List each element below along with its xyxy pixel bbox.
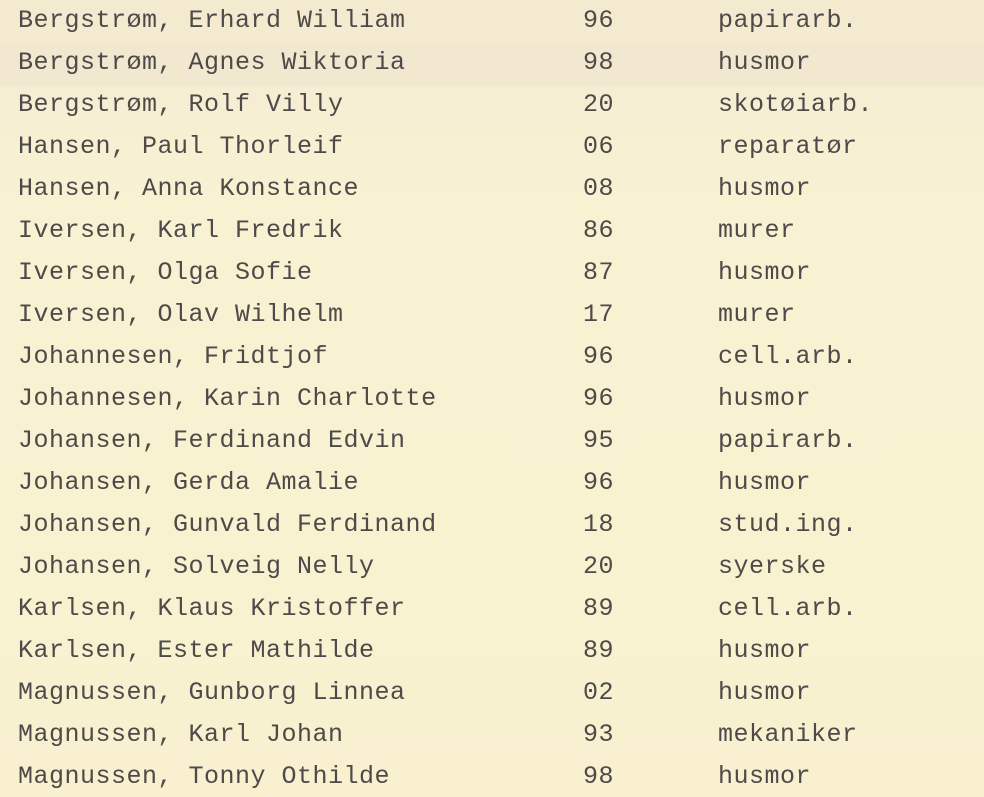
person-name: Hansen, Paul Thorleif — [18, 132, 344, 161]
occupation: husmor — [718, 48, 812, 77]
occupation: mekaniker — [718, 720, 858, 749]
register-row — [0, 462, 984, 504]
occupation: stud.ing. — [718, 510, 858, 539]
person-name: Johannesen, Fridtjof — [18, 342, 329, 371]
person-name: Hansen, Anna Konstance — [18, 174, 360, 203]
person-name: Iversen, Olav Wilhelm — [18, 300, 344, 329]
person-name: Magnussen, Tonny Othilde — [18, 762, 391, 791]
register-row — [0, 84, 984, 126]
register-row — [0, 504, 984, 546]
birth-year: 96 — [583, 384, 615, 413]
occupation: husmor — [718, 468, 812, 497]
person-name: Magnussen, Karl Johan — [18, 720, 344, 749]
birth-year: 02 — [583, 678, 615, 707]
register-row — [0, 252, 984, 294]
occupation: husmor — [718, 174, 812, 203]
register-row — [0, 588, 984, 630]
occupation: murer — [718, 216, 796, 245]
person-name: Iversen, Karl Fredrik — [18, 216, 344, 245]
birth-year: 96 — [583, 468, 615, 497]
birth-year: 08 — [583, 174, 615, 203]
occupation: husmor — [718, 678, 812, 707]
register-row — [0, 210, 984, 252]
occupation: husmor — [718, 258, 812, 287]
birth-year: 89 — [583, 594, 615, 623]
birth-year: 93 — [583, 720, 615, 749]
person-name: Johansen, Ferdinand Edvin — [18, 426, 406, 455]
register-row — [0, 336, 984, 378]
register-row — [0, 168, 984, 210]
occupation: husmor — [718, 636, 812, 665]
occupation: cell.arb. — [718, 594, 858, 623]
birth-year: 06 — [583, 132, 615, 161]
register-row — [0, 126, 984, 168]
register-row — [0, 42, 984, 84]
person-name: Johansen, Solveig Nelly — [18, 552, 375, 581]
occupation: papirarb. — [718, 6, 858, 35]
occupation: skotøiarb. — [718, 90, 874, 119]
occupation: husmor — [718, 384, 812, 413]
register-row — [0, 714, 984, 756]
birth-year: 20 — [583, 552, 615, 581]
birth-year: 20 — [583, 90, 615, 119]
register-row — [0, 672, 984, 714]
birth-year: 96 — [583, 6, 615, 35]
person-name: Johansen, Gunvald Ferdinand — [18, 510, 437, 539]
register-row — [0, 756, 984, 797]
birth-year: 95 — [583, 426, 615, 455]
register-row — [0, 420, 984, 462]
register-row — [0, 0, 984, 42]
occupation: reparatør — [718, 132, 858, 161]
person-name: Johansen, Gerda Amalie — [18, 468, 360, 497]
occupation: cell.arb. — [718, 342, 858, 371]
occupation: murer — [718, 300, 796, 329]
register-row — [0, 630, 984, 672]
person-name: Bergstrøm, Agnes Wiktoria — [18, 48, 406, 77]
birth-year: 17 — [583, 300, 615, 329]
person-name: Bergstrøm, Erhard William — [18, 6, 406, 35]
person-name: Bergstrøm, Rolf Villy — [18, 90, 344, 119]
birth-year: 89 — [583, 636, 615, 665]
person-name: Iversen, Olga Sofie — [18, 258, 313, 287]
occupation: syerske — [718, 552, 827, 581]
person-name: Magnussen, Gunborg Linnea — [18, 678, 406, 707]
birth-year: 98 — [583, 48, 615, 77]
register-row — [0, 546, 984, 588]
occupation: papirarb. — [718, 426, 858, 455]
birth-year: 86 — [583, 216, 615, 245]
occupation: husmor — [718, 762, 812, 791]
register-row — [0, 378, 984, 420]
register-row — [0, 294, 984, 336]
birth-year: 98 — [583, 762, 615, 791]
person-name: Karlsen, Ester Mathilde — [18, 636, 375, 665]
person-name: Karlsen, Klaus Kristoffer — [18, 594, 406, 623]
birth-year: 18 — [583, 510, 615, 539]
birth-year: 87 — [583, 258, 615, 287]
birth-year: 96 — [583, 342, 615, 371]
person-name: Johannesen, Karin Charlotte — [18, 384, 437, 413]
